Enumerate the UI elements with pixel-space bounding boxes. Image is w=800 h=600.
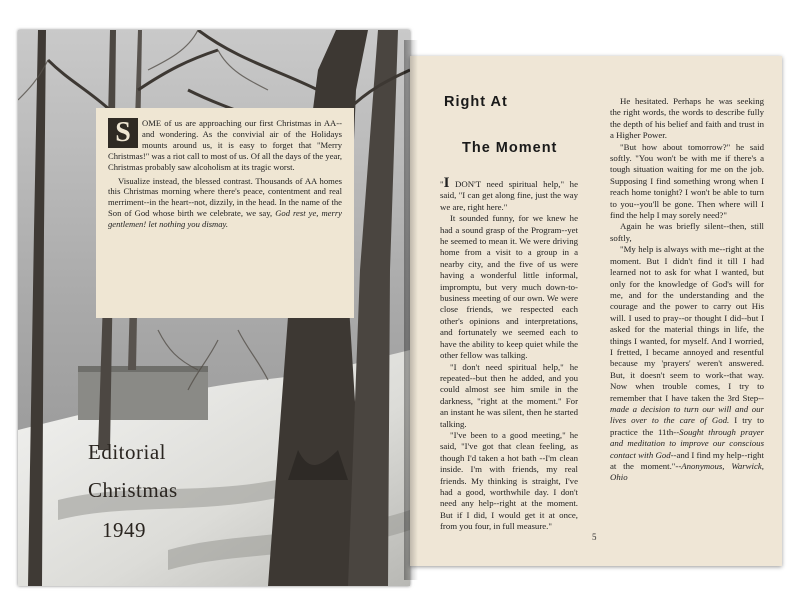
book-gutter bbox=[404, 40, 418, 580]
col1-paragraph-3: "I've been to a good meeting," he said, "I've got that clean feeling, as though I'd taken a hot bath --I'm clean inside. I'm with friends, my real friends. My thinking is straight, I've had a good, worthwhile day. I don't need any help--right at the moment. But if I did, I would get it at once, from you four, in full measure." bbox=[440, 429, 578, 532]
col1-paragraph-2: "I don't need spiritual help," he repeated--but then he added, and you could almost see him smile in the darkness, "right at the moment." For an instant he was silent, then he started talking. bbox=[440, 361, 578, 429]
col2-paragraph-2: "But how about tomorrow?" he said softly. "You won't be with me if there's a tough situation waiting for me on the job. Supposing I find something wrong when I reach home tonight? I won't be able to turn to you--you'll be gone. Then where will I find the help I may sorely need?" bbox=[610, 141, 764, 221]
col2-paragraph-1: He hesitated. Perhaps he was seeking the right words, the words to describe fully the depth of his belief and faith and trust in a Higher Power. bbox=[610, 96, 764, 141]
article-column-2 bbox=[610, 96, 764, 484]
col2-italic-1: made a decision to turn our will and our lives over to the care of God. bbox=[610, 403, 764, 426]
col2-mid: I try to practice the 11th-- bbox=[610, 415, 764, 437]
editorial-box bbox=[96, 108, 354, 318]
editorial-paragraph-1-text: OME of us are approaching our first Christmas in AA--and wondering. As the convivial air of the Holidays mounts around us, it is easy to forget that "Merry Christmas!" was a riot call to most of us. Of all the days of the year, Christmas probably saw alcoholism at its tragic worst. bbox=[108, 118, 342, 172]
col2-signature: Anonymous, Warwick, Ohio bbox=[610, 461, 764, 483]
dropcap-i: I bbox=[443, 175, 450, 191]
editorial-closing-italic: God rest ye, merry gentlemen! let nothing you dismay. bbox=[108, 208, 342, 230]
editorial-paragraph-2 bbox=[108, 176, 342, 231]
editorial-paragraph-1 bbox=[108, 118, 342, 173]
article-column-1 bbox=[440, 175, 578, 533]
right-page bbox=[410, 56, 782, 566]
cover-title-line-3: 1949 bbox=[102, 518, 146, 542]
article-title-line-2: The Moment bbox=[462, 140, 558, 156]
col2-paragraph-4 bbox=[610, 244, 764, 484]
col1-opening-text: DON'T need spiritual help," he said, "I can get along fine, just the way we are, right here." bbox=[440, 179, 578, 212]
col2-end: --and I find my help--right at the moment."-- bbox=[610, 449, 764, 471]
cover-title-line-2: Christmas bbox=[88, 478, 178, 502]
editorial-paragraph-2-text: Visualize instead, the blessed contrast. Thousands of AA homes this Christmas morning where there's peace, contentment and real merriment--in the heart--not, dizzily, in the head. In the name of the Son of God whose birth we celebrate, we say, bbox=[108, 175, 342, 219]
page-number: 5 bbox=[592, 532, 597, 542]
col2-paragraph-3: Again he was briefly silent--then, still softly, bbox=[610, 221, 764, 243]
col2-italic-2: Sought through prayer and meditation to improve our conscious contact with God bbox=[610, 426, 765, 460]
col1-opening: "I DON'T need spiritual help," he said, "I can get along fine, just the way we are, right here." bbox=[440, 175, 578, 212]
article-title-line-1: Right At bbox=[444, 94, 508, 110]
col1-paragraph-1: It sounded funny, for we knew he had a sound grasp of the Program--yet he seemed to mean it. We were driving home from a visit to a group in a nearby city, and the five of us were having a wonderful little informal, impromptu, but very much down-to-business meeting of our own. We were close friends, we respected each other's opinions and interpretations, and fortunately we seemed each to have the ability to keep quiet while the other fellow was talking. bbox=[440, 213, 578, 361]
col2-paragraph-4-text: "My help is always with me--right at the moment. But I didn't find it till I had learned not to ask for what I wanted, but only for the knowledge of God's will for me, and for the understanding and the courage and the power to carry out His will. I used to pray--or thought I did--but I asked for the material things in life, the things I wanted, for myself. And I worried, I fretted, I became annoyed and resentful because my 'prayers' weren't answered. But, it doesn't seem to work--that way. Now when trouble comes, I try to remember that I have taken the 3rd Step-- bbox=[610, 244, 764, 403]
cover-title-line-1: Editorial bbox=[88, 440, 166, 464]
dropcap-s: S bbox=[108, 118, 138, 148]
left-page bbox=[18, 30, 410, 586]
